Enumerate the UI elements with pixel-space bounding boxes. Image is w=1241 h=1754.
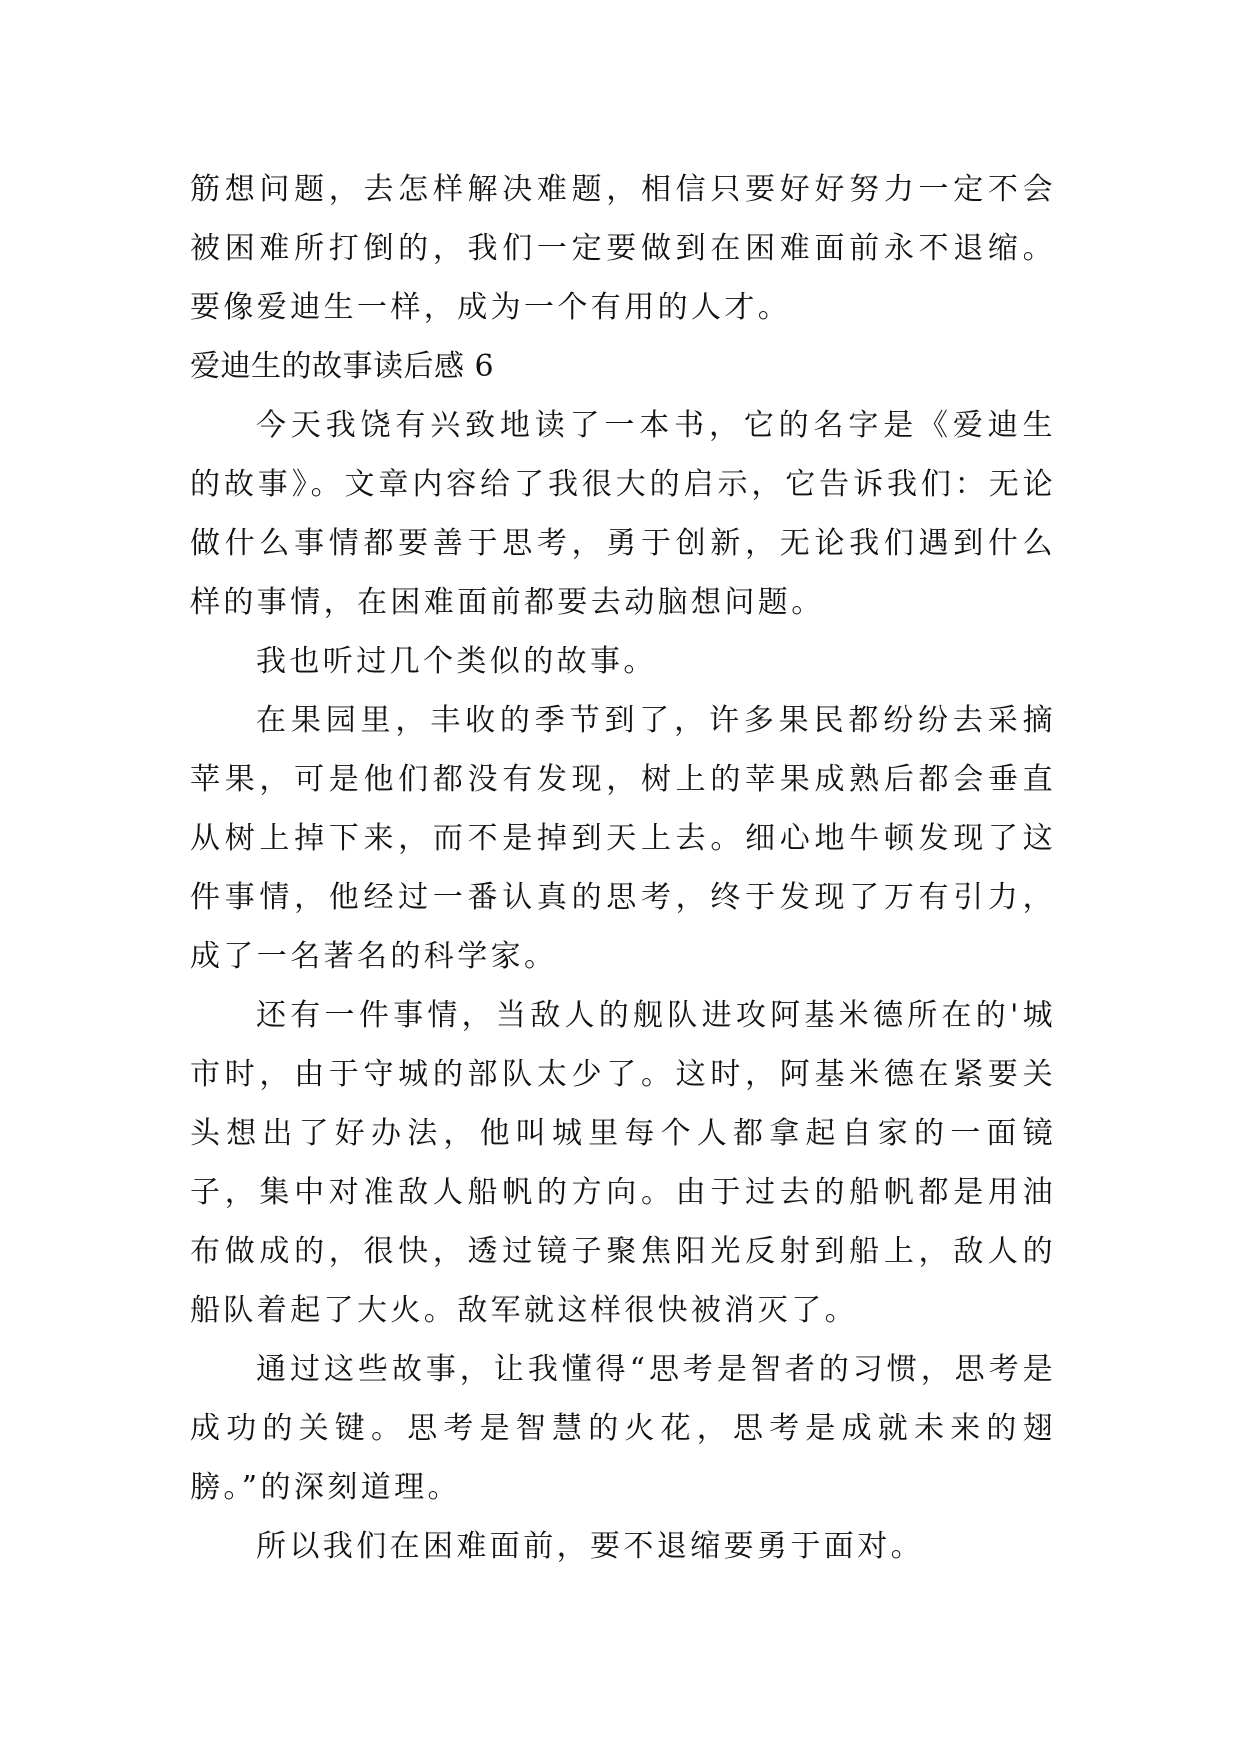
body-paragraph-1: 今天我饶有兴致地读了一本书，它的名字是《爱迪生的故事》。文章内容给了我很大的启示，它告诉我们：无论做什么事情都要善于思考，勇于创新，无论我们遇到什么样的事情，在困难面前都要去动脑想问题。	[190, 408, 1056, 620]
body-paragraph-2: 我也听过几个类似的故事。	[256, 644, 657, 679]
section-title: 爱迪生的故事读后感 6	[190, 349, 495, 384]
document-page	[190, 160, 1056, 1576]
body-paragraph-5: 通过这些故事，让我懂得“思考是智者的习惯，思考是成功的关键。思考是智慧的火花，思考是成就未来的翅膀。”的深刻道理。	[190, 1352, 1056, 1505]
body-paragraph-3: 在果园里，丰收的季节到了，许多果民都纷纷去采摘苹果，可是他们都没有发现，树上的苹果成熟后都会垂直从树上掉下来，而不是掉到天上去。细心地牛顿发现了这件事情，他经过一番认真的思考，终于发现了万有引力，成了一名著名的科学家。	[190, 703, 1056, 974]
body-paragraph-4: 还有一件事情，当敌人的舰队进攻阿基米德所在的'城市时，由于守城的部队太少了。这时，阿基米德在紧要关头想出了好办法，他叫城里每个人都拿起自家的一面镜子，集中对准敌人船帆的方向。由于过去的船帆都是用油布做成的，很快，透过镜子聚焦阳光反射到船上，敌人的船队着起了大火。敌军就这样很快被消灭了。	[190, 998, 1056, 1328]
intro-paragraph: 筋想问题，去怎样解决难题，相信只要好好努力一定不会被困难所打倒的，我们一定要做到在困难面前永不退缩。要像爱迪生一样，成为一个有用的人才。	[190, 172, 1056, 325]
body-paragraph-6: 所以我们在困难面前，要不退缩要勇于面对。	[256, 1529, 924, 1564]
